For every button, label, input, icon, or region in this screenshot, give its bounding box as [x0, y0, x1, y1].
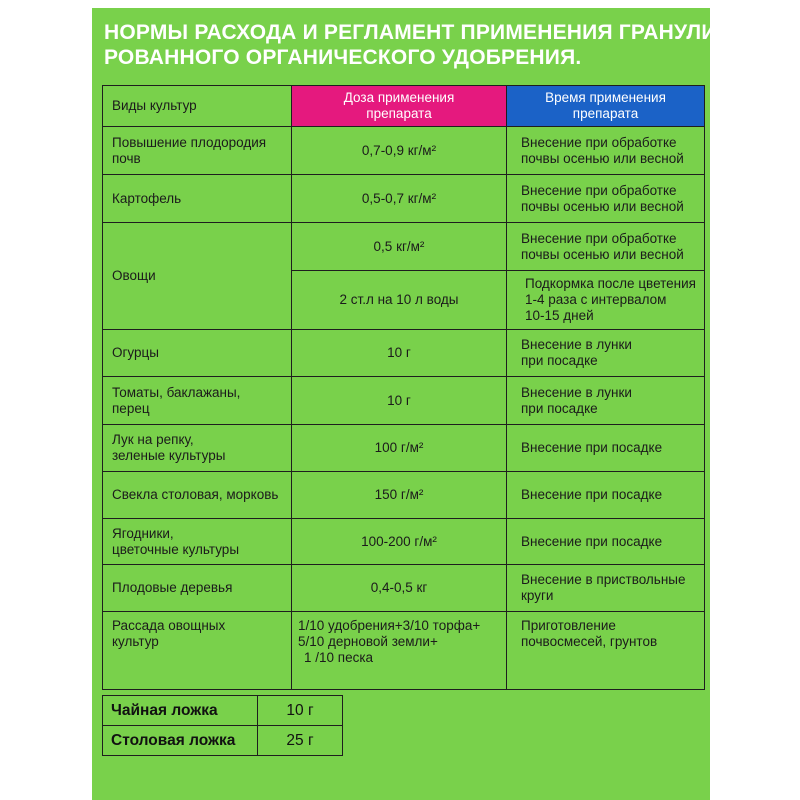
- dose-cell: 100-200 г/м²: [292, 519, 507, 565]
- green-panel: [92, 0, 724, 800]
- time-cell: Подкормка после цветения 1-4 раза с интервалом 10-15 дней: [507, 271, 705, 330]
- dose-cell: 100 г/м²: [292, 425, 507, 472]
- crop-cell: Ягодники, цветочные культуры: [103, 519, 292, 565]
- spoon-label: Чайная ложка: [103, 696, 258, 726]
- table-row: [103, 472, 705, 519]
- time-cell: Внесение при обработке почвы осенью или весной: [507, 223, 705, 271]
- dose-cell: 0,4-0,5 кг: [292, 565, 507, 612]
- dose-cell: 0,5 кг/м²: [292, 223, 507, 271]
- crop-cell: Картофель: [103, 175, 292, 223]
- crop-cell: Плодовые деревья: [103, 565, 292, 612]
- time-cell: Внесение в лунки при посадке: [507, 377, 705, 425]
- time-cell: Внесение в лунки при посадке: [507, 330, 705, 377]
- dose-cell: 150 г/м²: [292, 472, 507, 519]
- title-line-2: РОВАННОГО ОРГАНИЧЕСКОГО УДОБРЕНИЯ.: [104, 46, 582, 69]
- table-row: [103, 175, 705, 223]
- dose-cell: 1/10 удобрения+3/10 торфа+ 5/10 дерновой земли+ 1 /10 песка: [292, 612, 507, 690]
- time-cell: Внесение в приствольные круги: [507, 565, 705, 612]
- title-line-1: НОРМЫ РАСХОДА И РЕГЛАМЕНТ ПРИМЕНЕНИЯ ГРАНУЛИ-: [104, 21, 724, 44]
- spoon-value: 25 г: [258, 726, 343, 756]
- crop-cell: Овощи: [103, 223, 292, 330]
- dose-cell: 2 ст.л на 10 л воды: [292, 271, 507, 330]
- top-white-strip: [92, 0, 710, 8]
- time-cell: Внесение при обработке почвы осенью или весной: [507, 127, 705, 175]
- time-cell: Внесение при обработке почвы осенью или весной: [507, 175, 705, 223]
- application-rates-table: [102, 85, 705, 690]
- crop-cell: Повышение плодородия почв: [103, 127, 292, 175]
- time-cell: Приготовление почвосмесей, грунтов: [507, 612, 705, 690]
- crop-cell: Томаты, баклажаны, перец: [103, 377, 292, 425]
- page-title: [104, 20, 724, 70]
- header-time: Время применения препарата: [507, 86, 705, 127]
- table-row: [103, 612, 705, 690]
- table-row: [103, 696, 343, 726]
- table-row: [103, 127, 705, 175]
- table-row: [103, 330, 705, 377]
- header-crop: Виды культур: [103, 86, 292, 127]
- table-row: [103, 565, 705, 612]
- dose-cell: 0,7-0,9 кг/м²: [292, 127, 507, 175]
- time-cell: Внесение при посадке: [507, 425, 705, 472]
- crop-cell: Огурцы: [103, 330, 292, 377]
- spoon-label: Столовая ложка: [103, 726, 258, 756]
- table-row: [103, 425, 705, 472]
- header-dose: Доза применения препарата: [292, 86, 507, 127]
- dose-cell: 10 г: [292, 330, 507, 377]
- table-row: [103, 519, 705, 565]
- time-cell: Внесение при посадке: [507, 472, 705, 519]
- table-header-row: [103, 86, 705, 127]
- table-row: [103, 377, 705, 425]
- crop-cell: Рассада овощных культур: [103, 612, 292, 690]
- table-row: [103, 223, 705, 271]
- spoon-measure-table: [102, 695, 343, 756]
- dose-cell: 0,5-0,7 кг/м²: [292, 175, 507, 223]
- table-row: [103, 726, 343, 756]
- spoon-value: 10 г: [258, 696, 343, 726]
- crop-cell: Свекла столовая, морковь: [103, 472, 292, 519]
- dose-cell: 10 г: [292, 377, 507, 425]
- time-cell: Внесение при посадке: [507, 519, 705, 565]
- crop-cell: Лук на репку, зеленые культуры: [103, 425, 292, 472]
